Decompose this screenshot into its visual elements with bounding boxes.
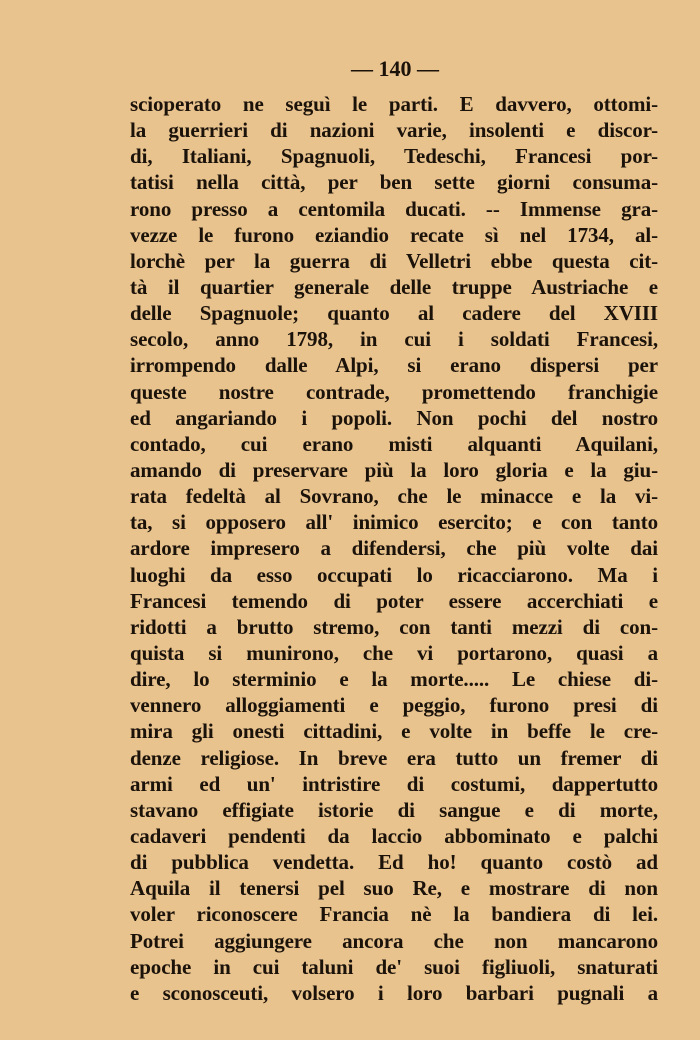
text-line: vezze le furono eziandio recate sì nel 1734, al- [130,222,658,247]
text-line: Potrei aggiungere ancora che non mancarono [130,928,658,953]
text-line: ridotti a brutto stremo, con tanti mezzi di con- [130,614,658,639]
text-line: irrompendo dalle Alpi, si erano dispersi per [130,353,658,378]
text-line: epoche in cui taluni de' suoi figliuoli, snaturati [130,954,658,979]
text-line: rono presso a centomila ducati. -- Immense gra- [130,196,658,221]
text-line: di, Italiani, Spagnuoli, Tedeschi, Francesi por- [130,144,658,169]
text-line: e sconosceuti, volsero i loro barbari pugnali a [130,980,658,1005]
text-line: Francesi temendo di poter essere accerchiati e [130,588,658,613]
text-line: Aquila il tenersi pel suo Re, e mostrare di non [130,876,658,901]
text-line: voler riconoscere Francia nè la bandiera di lei. [130,902,658,927]
text-line: armi ed un' intristire di costumi, dappertutto [130,771,658,796]
text-line: delle Spagnuole; quanto al cadere del XVIII [130,301,658,326]
text-line: secolo, anno 1798, in cui i soldati Francesi, [130,327,658,352]
text-line: quista si munirono, che vi portarono, quasi a [130,640,658,665]
text-line: tà il quartier generale delle truppe Austriache e [130,274,658,299]
text-line: queste nostre contrade, promettendo franchigie [130,379,658,404]
text-line: amando di preservare più la loro gloria e la giu- [130,457,658,482]
text-line: luoghi da esso occupati lo ricacciarono. Ma i [130,562,658,587]
body-text [130,91,658,1006]
text-line: contado, cui erano misti alquanti Aquilani, [130,431,658,456]
text-line: di pubblica vendetta. Ed ho! quanto costò ad [130,850,658,875]
text-line: cadaveri pendenti da laccio abbominato e palchi [130,823,658,848]
text-line: la guerrieri di nazioni varie, insolenti e discor- [130,118,658,143]
text-line: vennero alloggiamenti e peggio, furono presi di [130,693,658,718]
text-line: rata fedeltà al Sovrano, che le minacce e la vi- [130,484,658,509]
text-line: stavano effigiate istorie di sangue e di morte, [130,797,658,822]
text-line: ta, si opposero all' inimico esercito; e con tanto [130,510,658,535]
text-line: tatisi nella città, per ben sette giorni consuma- [130,170,658,195]
page-number: — 140 — [351,56,439,81]
text-line: ed angariando i popoli. Non pochi del nostro [130,405,658,430]
text-line: dire, lo sterminio e la morte..... Le chiese di- [130,667,658,692]
text-line: lorchè per la guerra di Velletri ebbe questa cit- [130,248,658,273]
text-line: ardore impresero a difendersi, che più volte dai [130,536,658,561]
text-line: mira gli onesti cittadini, e volte in beffe le cre- [130,719,658,744]
text-line: denze religiose. In breve era tutto un fremer di [130,745,658,770]
text-line: scioperato ne seguì le parti. E davvero, ottomi- [130,92,658,116]
